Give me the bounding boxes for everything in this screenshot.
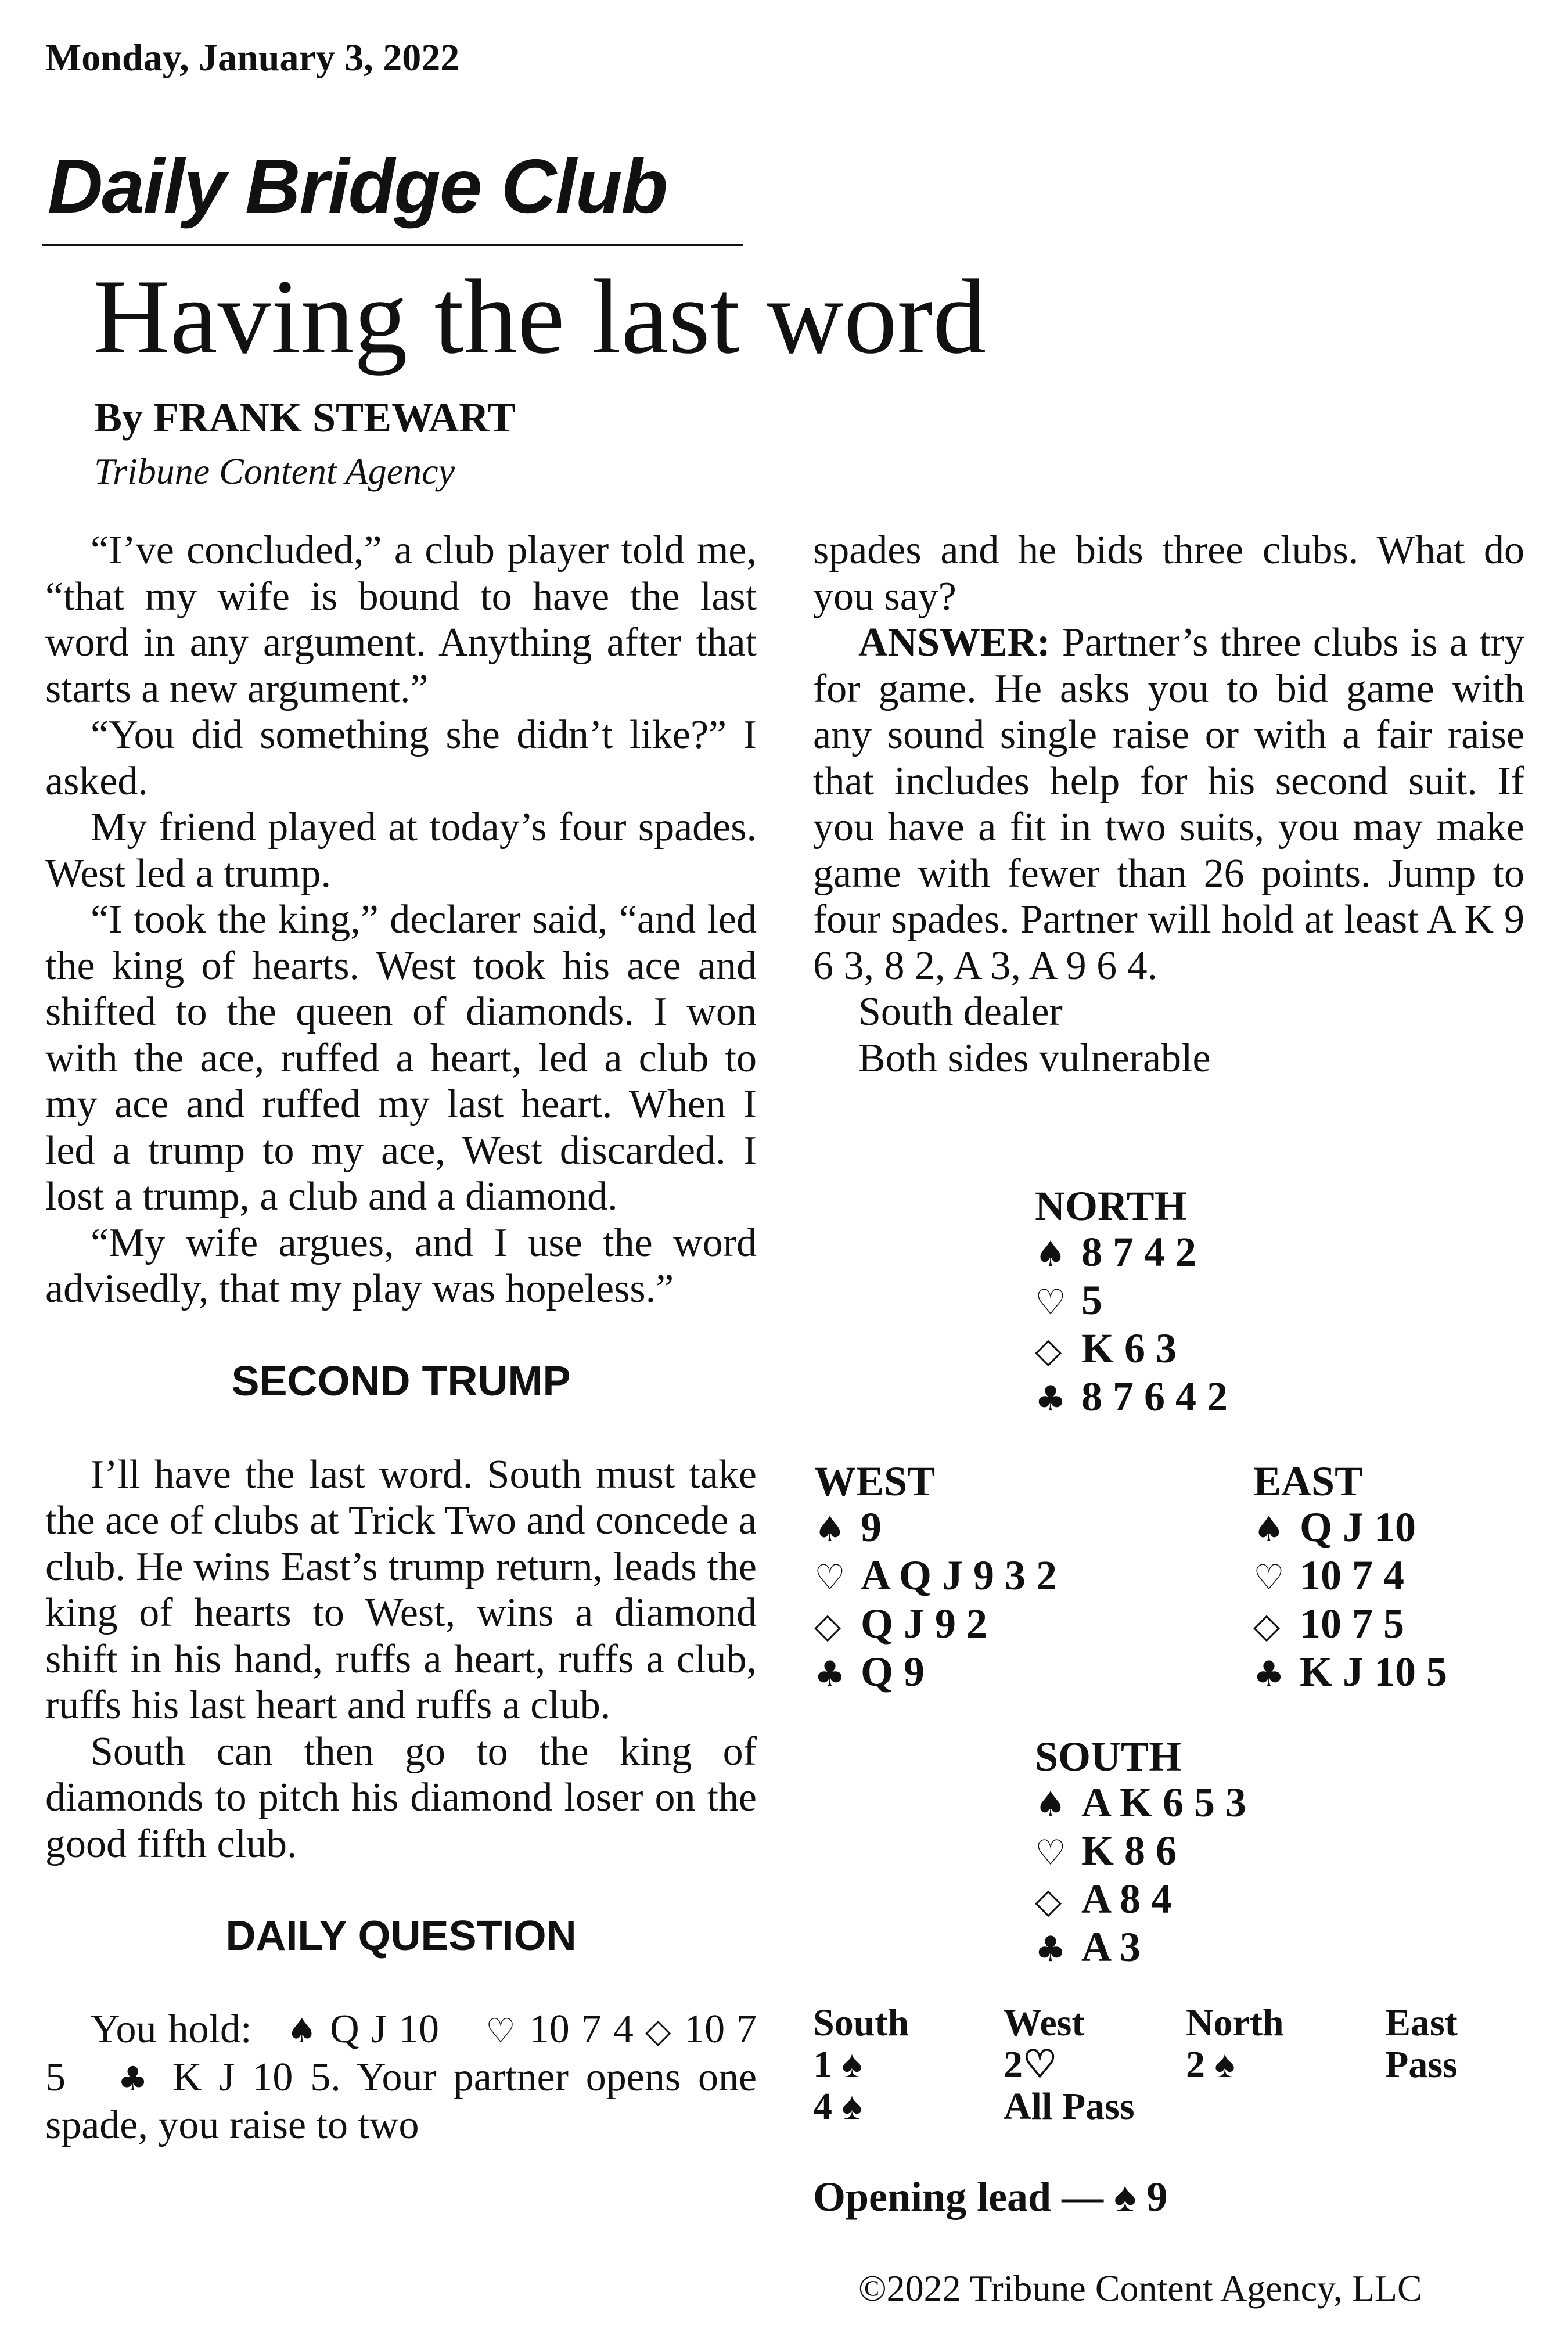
article-paragraph: I’ll have the last word. South must take the ace of clubs at Trick Two and concede a club. He wins East’s trump return, leads the king of hearts to West, wins a diamond shift in his hand, ruffs a heart, ruffs a club, ruffs his last heart and ruffs a club. <box>45 1452 757 1728</box>
south-clubs: A 3 <box>1081 1924 1141 1970</box>
spade-icon: ♠ <box>1035 1234 1066 1275</box>
heart-icon: ♡ <box>1253 1557 1285 1598</box>
west-diamonds: Q J 9 2 <box>861 1600 988 1647</box>
east-hand <box>1253 1459 1447 1697</box>
bidding-header-row <box>813 2002 1539 2044</box>
west-clubs: Q 9 <box>861 1649 925 1695</box>
east-label: EAST <box>1253 1458 1363 1505</box>
heart-icon: ♡ <box>814 1557 846 1598</box>
question-diamonds: 10 7 5 <box>45 2007 757 2100</box>
question-hearts: 10 7 4 <box>528 2007 634 2052</box>
south-spades: A K 6 5 3 <box>1081 1779 1247 1826</box>
agency-credit: Tribune Content Agency <box>94 451 455 492</box>
bid-cell: 2 ♠ <box>1186 2043 1235 2086</box>
south-label: SOUTH <box>1035 1733 1182 1780</box>
north-hearts: 5 <box>1081 1277 1102 1323</box>
north-clubs: 8 7 6 4 2 <box>1081 1373 1228 1420</box>
spade-icon: ♠ <box>1035 1784 1066 1825</box>
bidding-row <box>813 2086 1539 2128</box>
article-column-right <box>813 527 1524 1081</box>
bidding-row <box>813 2044 1539 2086</box>
east-clubs: K J 10 5 <box>1300 1649 1448 1695</box>
question-text: Your partner opens one spade, you raise to two <box>45 2054 757 2147</box>
brand-underline-rule <box>42 244 743 246</box>
opening-lead-card: ♠ 9 <box>1114 2174 1168 2220</box>
west-hand <box>814 1459 1057 1697</box>
heart-icon: ♡ <box>1035 1833 1066 1873</box>
bid-header-north: North <box>1186 2002 1284 2044</box>
question-clubs: K J 10 5. <box>172 2054 341 2100</box>
opening-lead <box>813 2173 1167 2221</box>
bid-header-west: West <box>1004 2002 1085 2044</box>
question-paragraph <box>45 2006 757 2149</box>
article-paragraph: My friend played at today’s four spades. West led a trump. <box>45 805 757 896</box>
north-spades: 8 7 4 2 <box>1081 1229 1196 1275</box>
question-spades: Q J 10 <box>330 2007 440 2052</box>
opening-lead-label: Opening lead — <box>813 2174 1104 2220</box>
bid-cell: Pass <box>1385 2043 1458 2086</box>
diamond-icon: ◇ <box>1035 1881 1062 1921</box>
diamond-icon: ◇ <box>645 2011 673 2050</box>
west-label: WEST <box>814 1458 936 1505</box>
club-icon: ♣ <box>117 2059 155 2099</box>
article-paragraph: “You did something she didn’t like?” I asked. <box>45 713 757 804</box>
question-intro: You hold: <box>91 2007 252 2052</box>
answer-paragraph <box>813 620 1524 989</box>
north-diamonds: K 6 3 <box>1081 1325 1177 1372</box>
article-paragraph: “I took the king,” declarer said, “and led the king of hearts. West took his ace and shifted to the queen of diamonds. I won with the ace, ruffed a heart, led a club to my ace and ruffed my last heart. When I led a trump to my ace, West discarded. I lost a trump, a club and a diamond. <box>45 897 757 1219</box>
south-diamonds: A 8 4 <box>1081 1876 1173 1922</box>
question-continuation: spades and he bids three clubs. What do you say? <box>813 528 1524 619</box>
heart-icon: ♡ <box>485 2011 517 2050</box>
copyright-notice: ©2022 Tribune Content Agency, LLC <box>858 2268 1422 2309</box>
bid-cell: 1 ♠ <box>813 2043 862 2086</box>
publication-date: Monday, January 3, 2022 <box>45 37 460 79</box>
club-icon: ♣ <box>1253 1654 1285 1694</box>
south-hand <box>1035 1734 1246 1973</box>
spade-icon: ♠ <box>286 2011 319 2050</box>
bid-cell: 2♡ <box>1004 2043 1058 2086</box>
north-label: NORTH <box>1035 1183 1187 1229</box>
east-hearts: 10 7 4 <box>1300 1552 1404 1599</box>
west-spades: 9 <box>861 1504 882 1550</box>
answer-label: ANSWER: <box>858 620 1051 665</box>
diamond-icon: ◇ <box>814 1606 841 1646</box>
article-paragraph: “I’ve concluded,” a club player told me, “that my wife is bound to have the last word in any argument. Anything after that starts a new argument.” <box>45 528 757 711</box>
vulnerability-line: Both sides vulnerable <box>858 1035 1211 1081</box>
bidding-table <box>813 2002 1539 2128</box>
answer-text: Partner’s three clubs is a try for game. He asks you to bid game with any sound single raise or with a fair raise that includes help for his second suit. If you have a fit in two suits, you may make game with fewer than 26 points. Jump to four spades. Partner will hold at least A K 9 6 3, 8 2, A 3, A 9 6 4. <box>813 620 1525 988</box>
club-icon: ♣ <box>814 1654 846 1694</box>
spade-icon: ♠ <box>1253 1509 1285 1550</box>
column-brand-title: Daily Bridge Club <box>48 143 667 229</box>
bid-header-east: East <box>1385 2002 1458 2044</box>
bid-header-south: South <box>813 2002 909 2044</box>
article-column-left: “I’ve concluded,” a club player told me, “that my wife is bound to have the last word in any argument. Anything after that starts a new argument.” “You did something she didn’t like?” I asked. My friend played at today’s four spades. West led a trump. “I took the king,” declarer said, “and led the king of hearts. West took his ace and shifted to the queen of diamonds. I won with the ace, ruffed a heart, led a club to my ace and ruffed my last heart. When I led a trump to my ace, West discarded. I lost a trump, a club and a diamond. “My wife argues, and I use the word advisedly, that my play was hopeless.” SECOND TRUMP I’ll have the last word. South must take the ace of clubs at Trick Two and concede a club. He wins East’s trump return, leads the king of hearts to West, wins a diamond shift in his hand, ruffs a heart, ruffs a club, ruffs his last heart and ruffs a club. South can then go to the king of diamonds to pitch his diamond loser on the good fifth club. DAILY QUESTION You hold: ♠ Q J 10 ♡ 10 7 4 ◇ 10 7 5 ♣ K J 10 5. Your partner opens one spade, you raise to two <box>45 528 757 2147</box>
article-paragraph: “My wife argues, and I use the word advisedly, that my play was hopeless.” <box>45 1220 757 1311</box>
east-diamonds: 10 7 5 <box>1300 1600 1404 1647</box>
south-hearts: K 8 6 <box>1081 1827 1177 1874</box>
west-hearts: A Q J 9 3 2 <box>861 1552 1058 1599</box>
bid-cell: All Pass <box>1004 2085 1135 2128</box>
spade-icon: ♠ <box>814 1509 846 1550</box>
club-icon: ♣ <box>1035 1929 1066 1970</box>
dealer-line: South dealer <box>858 989 1063 1034</box>
article-paragraph: South can then go to the king of diamonds to pitch his diamond loser on the good fifth club. <box>45 1729 757 1866</box>
club-icon: ♣ <box>1035 1379 1066 1419</box>
north-hand <box>1035 1183 1228 1422</box>
diamond-icon: ◇ <box>1035 1330 1062 1371</box>
byline: By FRANK STEWART <box>94 394 516 441</box>
bid-cell: 4 ♠ <box>813 2085 862 2128</box>
heart-icon: ♡ <box>1035 1282 1066 1323</box>
headline: Having the last word <box>93 257 987 376</box>
east-spades: Q J 10 <box>1300 1504 1416 1550</box>
diamond-icon: ◇ <box>1253 1606 1281 1646</box>
